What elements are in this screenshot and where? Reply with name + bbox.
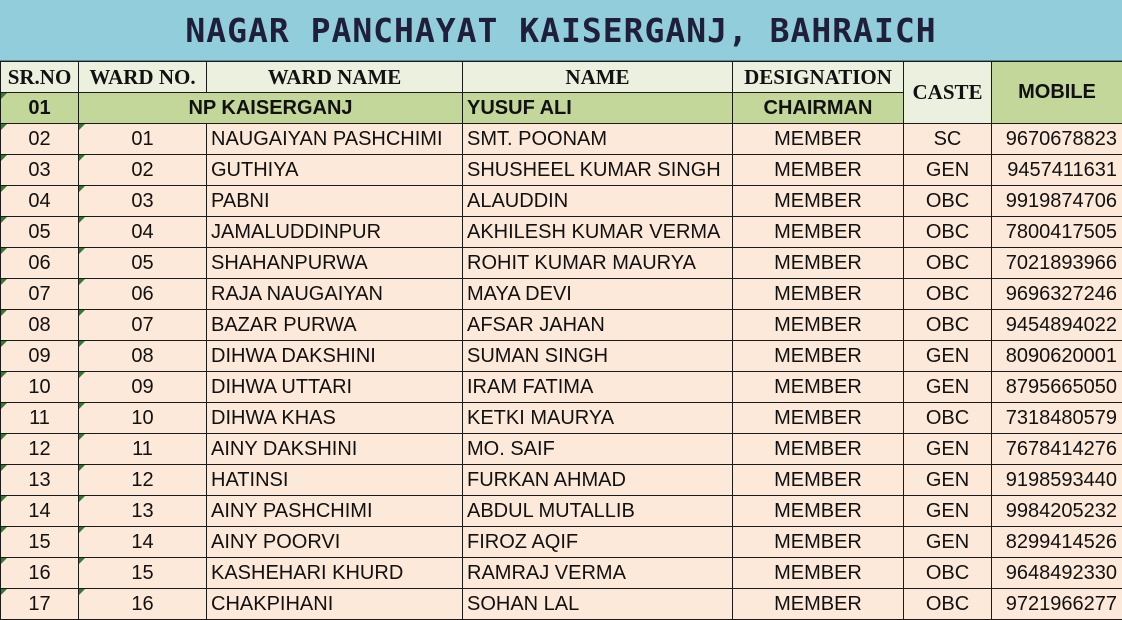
cell-ward-no[interactable]: 06 (79, 279, 207, 310)
cell-ward-no[interactable]: 01 (79, 124, 207, 155)
cell-sr-no[interactable]: 07 (1, 279, 79, 310)
cell-mobile[interactable]: 9454894022 (992, 310, 1122, 341)
cell-ward-name[interactable]: NAUGAIYAN PASHCHIMI (207, 124, 463, 155)
cell-ward-name[interactable]: AINY DAKSHINI (207, 434, 463, 465)
cell-ward-name[interactable]: DIHWA KHAS (207, 403, 463, 434)
header-sr-no[interactable]: SR.NO (1, 62, 79, 93)
chairman-designation[interactable]: CHAIRMAN (733, 93, 904, 124)
cell-caste[interactable]: GEN (904, 372, 992, 403)
members-table (0, 61, 1122, 620)
cell-ward-name[interactable]: PABNI (207, 186, 463, 217)
table-row (1, 279, 1122, 310)
cell-ward-no[interactable]: 14 (79, 527, 207, 558)
cell-sr-no[interactable]: 11 (1, 403, 79, 434)
cell-mobile[interactable]: 9648492330 (992, 558, 1122, 589)
cell-caste[interactable]: SC (904, 124, 992, 155)
cell-ward-name[interactable]: HATINSI (207, 465, 463, 496)
table-row (1, 248, 1122, 279)
table-row (1, 186, 1122, 217)
cell-sr-no[interactable]: 05 (1, 217, 79, 248)
cell-ward-no[interactable]: 05 (79, 248, 207, 279)
cell-name[interactable]: AKHILESH KUMAR VERMA (463, 217, 733, 248)
cell-ward-name[interactable]: KASHEHARI KHURD (207, 558, 463, 589)
table-row (1, 434, 1122, 465)
cell-name[interactable]: MAYA DEVI (463, 279, 733, 310)
cell-caste[interactable]: OBC (904, 310, 992, 341)
cell-sr-no[interactable]: 16 (1, 558, 79, 589)
header-caste[interactable]: CASTE (904, 62, 992, 124)
cell-designation[interactable]: MEMBER (733, 341, 904, 372)
table-body (1, 124, 1122, 620)
cell-sr-no[interactable]: 04 (1, 186, 79, 217)
cell-designation[interactable]: MEMBER (733, 186, 904, 217)
header-ward-no[interactable]: WARD NO. (79, 62, 207, 93)
cell-sr-no[interactable]: 13 (1, 465, 79, 496)
table-row (1, 496, 1122, 527)
cell-mobile[interactable]: 9457411631 (992, 155, 1122, 186)
cell-designation[interactable]: MEMBER (733, 124, 904, 155)
cell-ward-name[interactable]: JAMALUDDINPUR (207, 217, 463, 248)
chairman-sr[interactable]: 01 (1, 93, 79, 124)
table-row (1, 217, 1122, 248)
cell-mobile[interactable]: 7800417505 (992, 217, 1122, 248)
table-row (1, 403, 1122, 434)
cell-caste[interactable]: OBC (904, 403, 992, 434)
cell-ward-name[interactable]: CHAKPIHANI (207, 589, 463, 620)
header-row (1, 62, 1122, 93)
cell-ward-no[interactable]: 15 (79, 558, 207, 589)
cell-ward-no[interactable]: 13 (79, 496, 207, 527)
cell-name[interactable]: ALAUDDIN (463, 186, 733, 217)
cell-mobile[interactable]: 7678414276 (992, 434, 1122, 465)
table-row (1, 589, 1122, 620)
cell-sr-no[interactable]: 02 (1, 124, 79, 155)
cell-mobile[interactable]: 9696327246 (992, 279, 1122, 310)
cell-ward-no[interactable]: 04 (79, 217, 207, 248)
cell-designation[interactable]: MEMBER (733, 527, 904, 558)
cell-ward-no[interactable]: 11 (79, 434, 207, 465)
table-row (1, 341, 1122, 372)
cell-caste[interactable]: OBC (904, 217, 992, 248)
cell-mobile[interactable]: 9919874706 (992, 186, 1122, 217)
cell-ward-no[interactable]: 10 (79, 403, 207, 434)
cell-name[interactable]: ABDUL MUTALLIB (463, 496, 733, 527)
cell-mobile[interactable]: 9721966277 (992, 589, 1122, 620)
table-row (1, 155, 1122, 186)
cell-mobile[interactable]: 8299414526 (992, 527, 1122, 558)
cell-designation[interactable]: MEMBER (733, 217, 904, 248)
cell-sr-no[interactable]: 06 (1, 248, 79, 279)
cell-ward-name[interactable]: DIHWA UTTARI (207, 372, 463, 403)
cell-mobile[interactable]: 7021893966 (992, 248, 1122, 279)
cell-ward-no[interactable]: 16 (79, 589, 207, 620)
cell-ward-no[interactable]: 09 (79, 372, 207, 403)
header-ward-name[interactable]: WARD NAME (207, 62, 463, 93)
table-row (1, 558, 1122, 589)
cell-caste[interactable]: GEN (904, 155, 992, 186)
cell-name[interactable]: RAMRAJ VERMA (463, 558, 733, 589)
cell-sr-no[interactable]: 08 (1, 310, 79, 341)
cell-name[interactable]: MO. SAIF (463, 434, 733, 465)
cell-caste[interactable]: OBC (904, 279, 992, 310)
cell-caste[interactable]: GEN (904, 434, 992, 465)
table-row (1, 372, 1122, 403)
cell-mobile[interactable]: 7318480579 (992, 403, 1122, 434)
header-mobile[interactable]: MOBILE (992, 62, 1122, 124)
cell-name[interactable]: SMT. POONAM (463, 124, 733, 155)
cell-name[interactable]: SUMAN SINGH (463, 341, 733, 372)
cell-designation[interactable]: MEMBER (733, 434, 904, 465)
cell-designation[interactable]: MEMBER (733, 310, 904, 341)
cell-ward-name[interactable]: SHAHANPURWA (207, 248, 463, 279)
cell-ward-name[interactable]: DIHWA DAKSHINI (207, 341, 463, 372)
cell-ward-no[interactable]: 12 (79, 465, 207, 496)
table-row (1, 527, 1122, 558)
cell-name[interactable]: SOHAN LAL (463, 589, 733, 620)
cell-designation[interactable]: MEMBER (733, 465, 904, 496)
cell-mobile[interactable]: 9984205232 (992, 496, 1122, 527)
cell-caste[interactable]: OBC (904, 186, 992, 217)
cell-caste[interactable]: OBC (904, 248, 992, 279)
cell-name[interactable]: FURKAN AHMAD (463, 465, 733, 496)
cell-name[interactable]: ROHIT KUMAR MAURYA (463, 248, 733, 279)
cell-designation[interactable]: MEMBER (733, 248, 904, 279)
header-designation[interactable]: DESIGNATION (733, 62, 904, 93)
chairman-ward[interactable]: NP KAISERGANJ (79, 93, 463, 124)
cell-sr-no[interactable]: 14 (1, 496, 79, 527)
cell-ward-no[interactable]: 07 (79, 310, 207, 341)
cell-designation[interactable]: MEMBER (733, 589, 904, 620)
cell-name[interactable]: FIROZ AQIF (463, 527, 733, 558)
page-title: NAGAR PANCHAYAT KAISERGANJ, BAHRAICH (0, 0, 1122, 61)
cell-sr-no[interactable]: 15 (1, 527, 79, 558)
cell-caste[interactable]: GEN (904, 496, 992, 527)
cell-mobile[interactable]: 9198593440 (992, 465, 1122, 496)
cell-name[interactable]: KETKI MAURYA (463, 403, 733, 434)
cell-sr-no[interactable]: 03 (1, 155, 79, 186)
cell-sr-no[interactable]: 10 (1, 372, 79, 403)
cell-caste[interactable]: GEN (904, 341, 992, 372)
cell-designation[interactable]: MEMBER (733, 558, 904, 589)
cell-caste[interactable]: OBC (904, 589, 992, 620)
header-name[interactable]: NAME (463, 62, 733, 93)
cell-ward-name[interactable]: GUTHIYA (207, 155, 463, 186)
cell-name[interactable]: SHUSHEEL KUMAR SINGH (463, 155, 733, 186)
cell-sr-no[interactable]: 12 (1, 434, 79, 465)
cell-ward-name[interactable]: AINY POORVI (207, 527, 463, 558)
cell-ward-name[interactable]: AINY PASHCHIMI (207, 496, 463, 527)
cell-ward-no[interactable]: 02 (79, 155, 207, 186)
cell-designation[interactable]: MEMBER (733, 403, 904, 434)
cell-designation[interactable]: MEMBER (733, 155, 904, 186)
cell-caste[interactable]: OBC (904, 558, 992, 589)
cell-sr-no[interactable]: 17 (1, 589, 79, 620)
cell-designation[interactable]: MEMBER (733, 496, 904, 527)
cell-mobile[interactable]: 8795665050 (992, 372, 1122, 403)
cell-ward-name[interactable]: RAJA NAUGAIYAN (207, 279, 463, 310)
cell-designation[interactable]: MEMBER (733, 372, 904, 403)
cell-name[interactable]: IRAM FATIMA (463, 372, 733, 403)
table-row (1, 124, 1122, 155)
table-row (1, 310, 1122, 341)
cell-sr-no[interactable]: 09 (1, 341, 79, 372)
cell-mobile[interactable]: 8090620001 (992, 341, 1122, 372)
cell-caste[interactable]: GEN (904, 465, 992, 496)
cell-ward-no[interactable]: 08 (79, 341, 207, 372)
cell-ward-name[interactable]: BAZAR PURWA (207, 310, 463, 341)
cell-designation[interactable]: MEMBER (733, 279, 904, 310)
cell-caste[interactable]: GEN (904, 527, 992, 558)
cell-ward-no[interactable]: 03 (79, 186, 207, 217)
cell-name[interactable]: AFSAR JAHAN (463, 310, 733, 341)
chairman-name[interactable]: YUSUF ALI (463, 93, 733, 124)
table-row (1, 465, 1122, 496)
cell-mobile[interactable]: 9670678823 (992, 124, 1122, 155)
